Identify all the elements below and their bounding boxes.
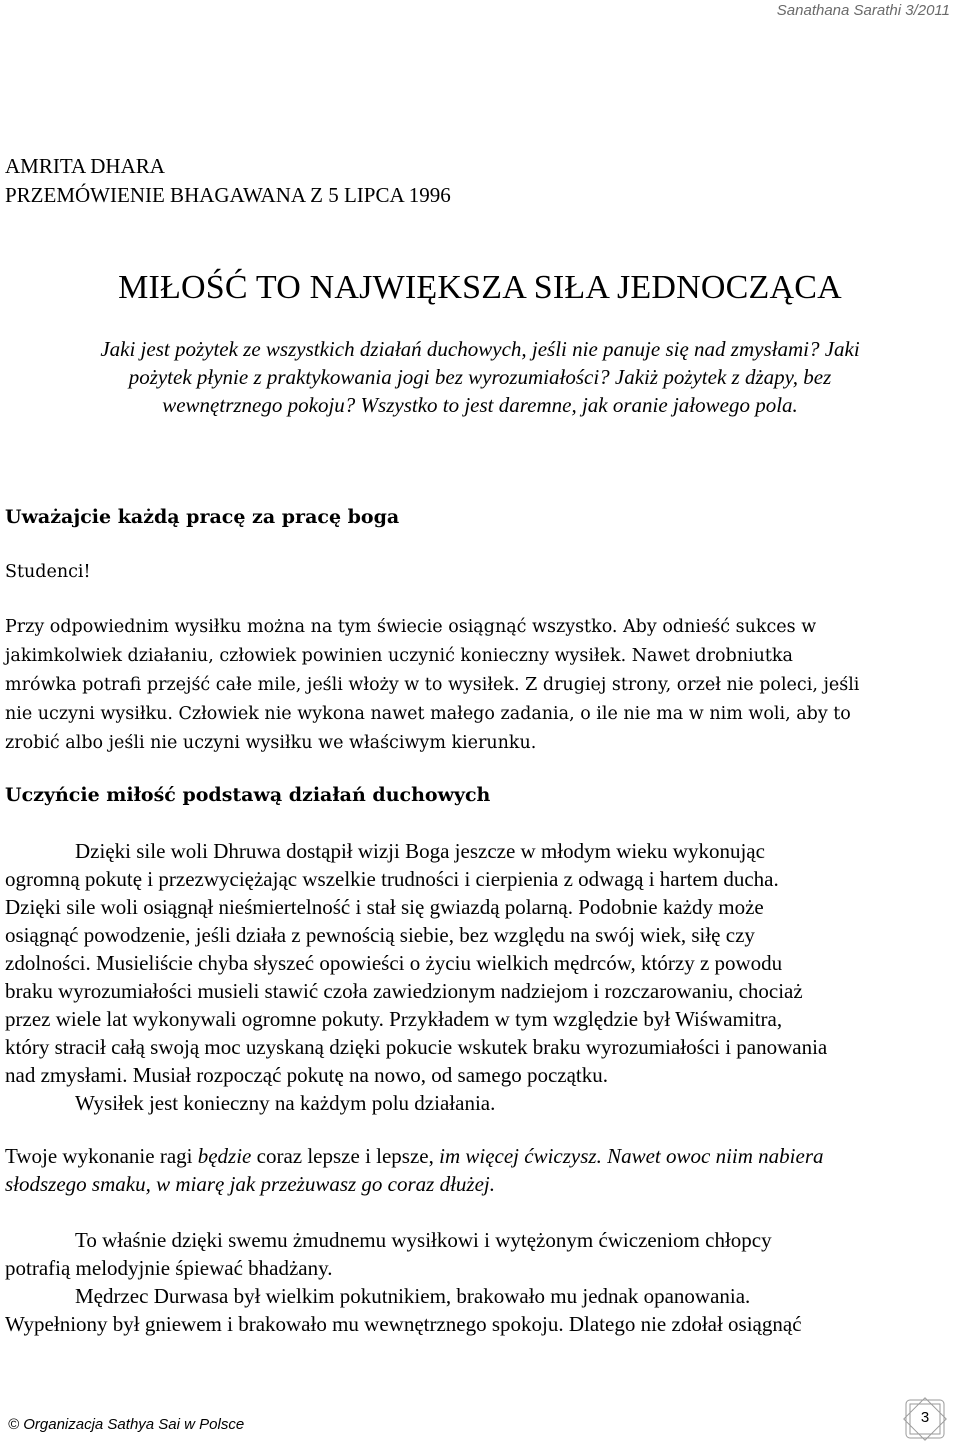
page-number-badge — [900, 1394, 950, 1444]
paragraph-line: Przy odpowiednim wysiłku można na tym świecie osiągnąć wszystko. Aby odnieść sukces w — [5, 617, 817, 637]
page-number: 3 — [920, 1409, 930, 1426]
paragraph-line: nie uczyni wysiłku. Człowiek nie wykona nawet małego zadania, o ile nie ma w nim woli, aby to — [5, 704, 851, 724]
paragraph-line: osiągnąć powodzenie, jeśli działa z pewnością siebie, bez względu na swój wiek, siłę czy — [5, 923, 755, 947]
quote-line-2: słodszego smaku, w miarę jak przeżuwasz go coraz dłużej. — [5, 1172, 496, 1196]
paragraph-line: zdolności. Musieliście chyba słyszeć opowieści o życiu wielkich mędrców, którzy z powodu — [5, 951, 783, 975]
paragraph-line: Dzięki sile woli osiągnął nieśmiertelność i stał się gwiazdą polarną. Podobnie każdy może — [5, 895, 764, 919]
footer-copyright: © Organizacja Sathya Sai w Polsce — [8, 1416, 245, 1433]
paragraph-line: ogromną pokutę i przezwyciężając wszelkie trudności i cierpienia z odwagą i hartem ducha. — [5, 867, 779, 891]
epigraph-line: Jaki jest pożytek ze wszystkich działań duchowych, jeśli nie panuje się nad zmysłami? Jaki — [100, 337, 860, 361]
publication-header: Sanathana Sarathi 3/2011 — [776, 2, 950, 19]
paragraph-line: jakimkolwiek działaniu, człowiek powinien uczynić konieczny wysiłek. Nawet drobniutka — [5, 646, 793, 666]
paragraph-line: braku wyrozumiałości musieli stawić czoła zawiedzionym nadziejom i rozczarowaniu, chociaż — [5, 979, 803, 1003]
section-heading-2: Uczyńcie miłość podstawą działań duchowych — [5, 784, 491, 806]
paragraph-line: zrobić albo jeśli nie uczyni wysiłku we właściwym kierunku. — [5, 733, 537, 753]
page-title: MIŁOŚĆ TO NAJWIĘKSZA SIŁA JEDNOCZĄCA — [118, 269, 842, 306]
epigraph-line: wewnętrznego pokoju? Wszystko to jest daremne, jak oranie jałowego pola. — [162, 393, 798, 417]
section-heading-1: Uważajcie każdą pracę za pracę boga — [5, 506, 400, 528]
paragraph-line: który stracił całą swoją moc uzyskaną dzięki pokucie wskutek braku wyrozumiałości i panowania — [5, 1035, 828, 1059]
paragraph-line: Dzięki sile woli Dhruwa dostąpił wizji Boga jeszcze w młodym wieku wykonując — [75, 839, 765, 863]
epigraph — [20, 335, 940, 419]
paragraph-3 — [5, 1226, 955, 1338]
paragraph-line: nad zmysłami. Musiał rozpocząć pokutę na nowo, od samego początku. — [5, 1063, 608, 1087]
greeting: Studenci! — [5, 562, 91, 582]
quote-line-1: Twoje wykonanie ragi będzie coraz lepsze i lepsze, im więcej ćwiczysz. Nawet owoc niim nabiera — [5, 1144, 824, 1168]
paragraph-line: Wysiłek jest konieczny na każdym polu działania. — [75, 1091, 496, 1115]
quote — [5, 1142, 955, 1198]
epigraph-line: pożytek płynie z praktykowania jogi bez wyrozumiałości? Jakiż pożytek z dżapy, bez — [128, 365, 832, 389]
discourse-date: PRZEMÓWIENIE BHAGAWANA Z 5 LIPCA 1996 — [5, 183, 451, 207]
paragraph-1 — [5, 613, 955, 758]
prelude — [5, 152, 451, 210]
paragraph-2 — [5, 837, 955, 1117]
paragraph-line: To właśnie dzięki swemu żmudnemu wysiłkowi i wytężonym ćwiczeniom chłopcy — [75, 1228, 772, 1252]
series-label: AMRITA DHARA — [5, 154, 165, 178]
paragraph-line: Mędrzec Durwasa był wielkim pokutnikiem, brakowało mu jednak opanowania. — [75, 1284, 751, 1308]
paragraph-line: przez wiele lat wykonywali ogromne pokuty. Przykładem w tym względzie był Wiśwamitra, — [5, 1007, 783, 1031]
paragraph-line: Wypełniony był gniewem i brakowało mu wewnętrznego spokoju. Dlatego nie zdołał osiągnąć — [5, 1312, 802, 1336]
paragraph-line: mrówka potrafi przejść całe mile, jeśli włoży w to wysiłek. Z drugiej strony, orzeł nie poleci, jeśli — [5, 675, 860, 695]
paragraph-line: potrafią melodyjnie śpiewać bhadżany. — [5, 1256, 333, 1280]
